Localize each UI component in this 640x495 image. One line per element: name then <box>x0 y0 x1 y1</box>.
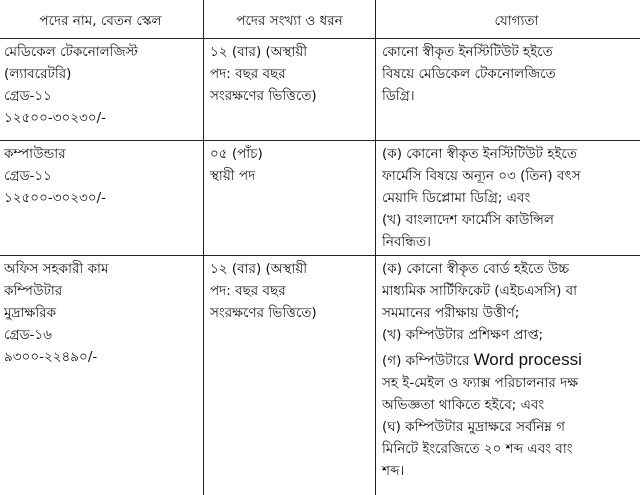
table-row <box>0 256 640 495</box>
count-line: ০৫ (পাঁচ) <box>210 146 263 162</box>
qual-english-text: Word processi <box>473 350 582 369</box>
post-title-line: কম্পিউটার <box>4 283 63 299</box>
post-grade: গ্রেড-১১ <box>4 88 52 104</box>
count-line: ১২ (বার) (অস্থায়ী <box>210 44 308 60</box>
qualification-cell <box>376 256 640 495</box>
qualification-cell <box>376 39 640 141</box>
qual-line: শব্দ। <box>382 463 405 479</box>
qualification-cell <box>376 141 640 256</box>
count-line: পদ: বছর বছর <box>210 283 286 299</box>
qual-line: (খ) কম্পিউটার প্রশিক্ষণ প্রাপ্ত; <box>382 327 544 343</box>
post-grade: গ্রেড-১৬ <box>4 327 52 343</box>
qual-line: ডিগ্রি। <box>382 88 415 104</box>
post-title: কম্পাউন্ডার <box>4 146 66 162</box>
qual-line: মেয়াদি ডিপ্লোমা ডিগ্রি; এবং <box>382 190 531 206</box>
post-cell <box>0 256 204 495</box>
qual-line: মিনিটে ইংরেজিতে ২০ শব্দ এবং বাং <box>382 441 573 457</box>
qual-line: (ঘ) কম্পিউটার মুদ্রাক্ষরে সর্বনিম্ন গ <box>382 419 566 435</box>
qual-line: (খ) বাংলাদেশ ফার্মেসি কাউন্সিল <box>382 212 554 228</box>
post-grade: গ্রেড-১১ <box>4 168 52 184</box>
count-line: স্থায়ী পদ <box>210 168 256 184</box>
qual-line: বিষয়ে মেডিকেল টেকনোলজিতে <box>382 66 556 82</box>
qual-line: (ক) কোনো স্বীকৃত ইনস্টিটিউট হইতে <box>382 146 577 162</box>
count-line: ১২ (বার) (অস্থায়ী <box>210 261 308 277</box>
post-subtitle: (ল্যাবরেটরি) <box>4 66 72 82</box>
table-row <box>0 141 640 256</box>
header-qualification: যোগ্যতা <box>376 0 640 39</box>
table-row <box>0 39 640 141</box>
post-cell <box>0 141 204 256</box>
post-pay-scale: ১২৫০০-৩০২৩০/- <box>4 190 107 206</box>
qual-line: অভিজ্ঞতা থাকিতে হইবে; এবং <box>382 397 545 413</box>
qual-line: (ক) কোনো স্বীকৃত বোর্ড হইতে উচ্চ <box>382 261 570 277</box>
post-title: অফিস সহকারী কাম <box>4 261 109 277</box>
qual-line: মাধ্যমিক সার্টিফিকেট (এইচএসসি) বা <box>382 283 578 299</box>
post-pay-scale: ৯৩০০-২২৪৯০/- <box>4 349 98 365</box>
count-cell <box>204 256 376 495</box>
header-post-count: পদের সংখ্যা ও ধরন <box>204 0 376 39</box>
count-line: পদ: বছর বছর <box>210 66 286 82</box>
header-post-name: পদের নাম, বেতন স্কেল <box>0 0 204 39</box>
qual-line: কোনো স্বীকৃত ইনস্টিটিউট হইতে <box>382 44 553 60</box>
post-cell <box>0 39 204 141</box>
count-cell <box>204 141 376 256</box>
post-title-line: মুদ্রাক্ষরিক <box>4 305 57 321</box>
qual-line: ফার্মেসি বিষয়ে অন্যূন ০৩ (তিন) বৎস <box>382 168 581 184</box>
count-cell <box>204 39 376 141</box>
qual-line: নিবন্ধিত। <box>382 234 431 250</box>
qual-line <box>382 349 640 372</box>
qual-text: (গ) কম্পিউটারে <box>382 353 474 369</box>
count-line: সংরক্ষণের ভিত্তিতে) <box>210 88 317 104</box>
header-row <box>0 0 640 39</box>
qual-line: সমমানের পরীক্ষায় উত্তীর্ণ; <box>382 305 520 321</box>
count-line: সংরক্ষণের ভিত্তিতে) <box>210 305 317 321</box>
post-pay-scale: ১২৫০০-৩০২৩০/- <box>4 110 107 126</box>
post-title: মেডিকেল টেকনোলজিস্ট <box>4 44 138 60</box>
qual-line: সহ ই-মেইল ও ফ্যাক্স পরিচালনার দক্ষ <box>382 375 579 391</box>
